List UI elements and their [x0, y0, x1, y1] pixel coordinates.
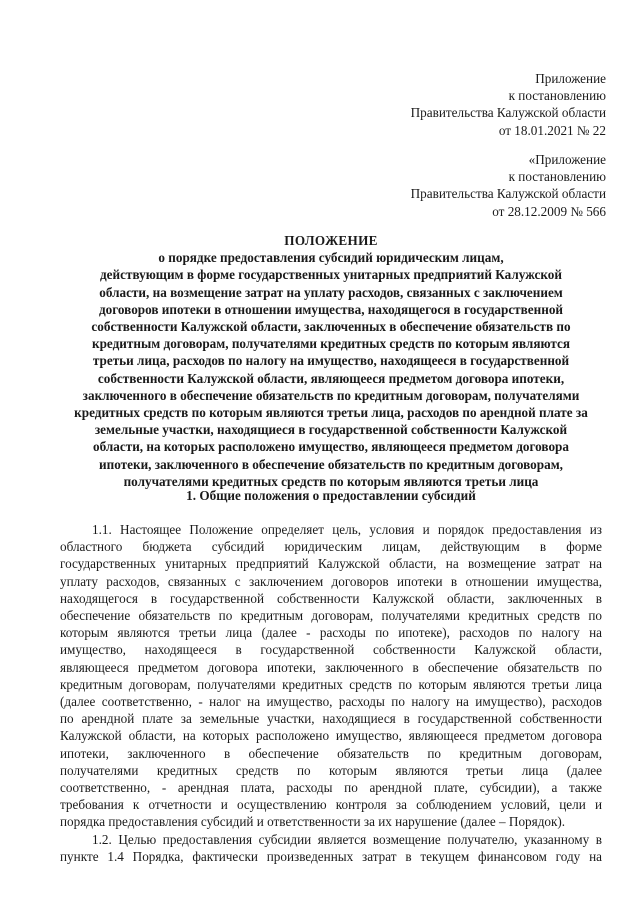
paragraph-line: соответственно, - арендная плата, расходы по арендной плате, субсидии), а также — [60, 780, 602, 796]
section-heading: 1. Общие положения о предоставлении субсидий — [186, 488, 476, 503]
paragraph-line: являющееся предметом договора ипотеки, заключенного в обеспечение обязательств по — [60, 659, 602, 675]
appendix-line: Правительства Калужской области — [410, 186, 606, 202]
title-subtitle-line: ипотеки, заключенного в обеспечение обязательств по кредитным договорам, — [99, 456, 563, 472]
title-subtitle-line: области, на которых расположено имущество, являющееся предметом договора — [93, 439, 569, 455]
paragraph-line: требования к отчетности и осуществлению контроля за соблюдением условий, цели и — [60, 797, 602, 813]
title-subtitle-line: кредитных средств по которым являются третьи лица, расходов по арендной плате за — [74, 405, 588, 421]
title-subtitle-line: земельные участки, находящиеся в государственной собственности Калужской — [94, 422, 568, 438]
title-heading: ПОЛОЖЕНИЕ — [284, 233, 378, 248]
title-subtitle-line: о порядке предоставления субсидий юридическим лицам, — [158, 250, 504, 266]
title-subtitle-line: кредитным договорам, получателями кредитных средств по которым являются — [91, 336, 570, 352]
paragraph-line: (далее соответственно, - налог на имущество, расходы по налогу на имущество), расходов — [60, 694, 602, 710]
appendix-reference-current — [411, 70, 606, 139]
title-subtitle-line: области, на возмещение затрат на уплату расходов, связанных с заключением — [99, 284, 563, 300]
paragraph-line: ипотеки, заключенного в обеспечение обязательств по кредитным договорам, — [60, 745, 602, 761]
paragraph-line: которым являются третьи лица (далее - расходы по ипотеке), расходов по налогу на — [60, 625, 602, 641]
title-subtitle-line: договоров ипотеки в отношении имущества, находящегося в государственной — [98, 301, 564, 317]
paragraph-line: Калужской области, на которых расположено имущество, являющееся предметом договора — [60, 728, 602, 744]
title-subtitle-line: действующим в форме государственных унитарных предприятий Калужской — [100, 267, 562, 283]
paragraph-line: обеспечение обязательств по кредитным договорам, получателями кредитных средств по — [60, 608, 602, 624]
title-subtitle-line: заключенного в обеспечение обязательств по кредитным договорам, получателями — [82, 387, 580, 403]
paragraph-line: порядка предоставления субсидий и ответственности за их нарушение (далее – Порядок). — [60, 814, 566, 830]
appendix-line: Приложение — [535, 71, 606, 86]
appendix-reference-original — [411, 151, 606, 220]
appendix-line: «Приложение — [528, 152, 606, 167]
title-subtitle-line: получателями кредитных средств по которым являются третьи лица — [123, 473, 539, 489]
paragraph-line: пункте 1.4 Порядка, фактически произведенных затрат в текущем финансовом году на — [60, 848, 602, 864]
paragraph-line: 1.2. Целью предоставления субсидии является возмещение получателю, указанному в — [92, 831, 602, 847]
appendix-line: к постановлению — [508, 169, 606, 185]
paragraph-line: 1.1. Настоящее Положение определяет цель, условия и порядок предоставления из — [92, 522, 602, 537]
paragraph-line: имущество, находящееся в государственной собственности Калужской области, — [60, 642, 602, 658]
appendix-line: от 18.01.2021 № 22 — [498, 122, 606, 138]
paragraph-line: областного бюджета субсидий юридическим лицам, действующим в форме — [60, 539, 602, 555]
title-subtitle-line: собственности Калужской области, являющееся предметом договора ипотеки, — [97, 370, 565, 386]
appendix-line: от 28.12.2009 № 566 — [492, 203, 606, 219]
title-subtitle-line: собственности Калужской области, заключенных в обеспечение обязательств по — [91, 319, 571, 335]
paragraph-line: государственных унитарных предприятий Калужской области, на возмещение затрат на — [60, 556, 602, 572]
paragraph-line: по арендной плате за земельные участки, находящиеся в государственной собственности — [60, 711, 602, 727]
paragraph-line: кредитным договорам, получателями кредитных средств по которым являются третьи лица — [60, 676, 602, 692]
paragraph-line: находящегося в государственной собственности Калужской области, заключенных в — [60, 590, 602, 606]
appendix-line: Правительства Калужской области — [410, 105, 606, 121]
section-body — [60, 521, 602, 865]
title-subtitle-line: третьи лица, расходов по налогу на имущество, находящееся в государственной — [92, 353, 570, 369]
appendix-line: к постановлению — [508, 88, 606, 104]
document-title — [60, 232, 602, 490]
paragraph-line: уплату расходов, связанных с заключением договоров ипотеки в отношении имущества, — [60, 573, 602, 589]
paragraph-line: получателями кредитных средств по которым являются третьи лица (далее — [60, 762, 602, 778]
